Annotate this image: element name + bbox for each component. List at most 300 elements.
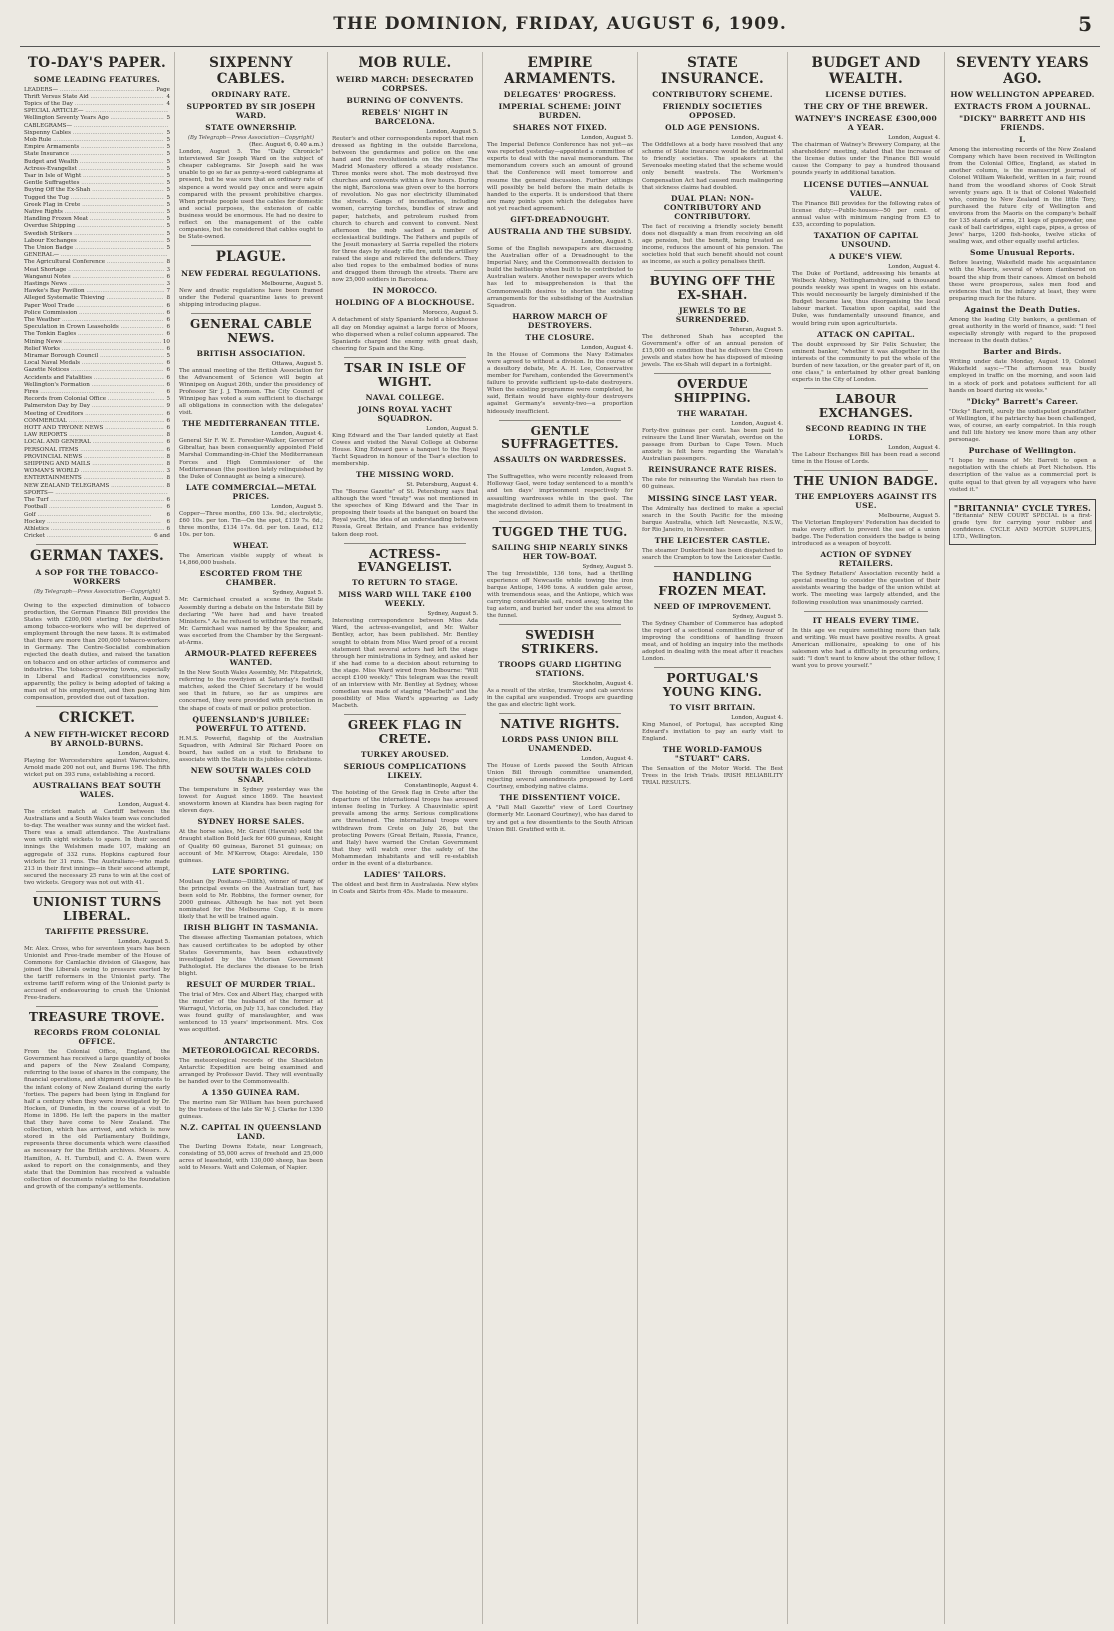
- toc-row: [24, 195, 170, 202]
- naval-college-subheading: NAVAL COLLEGE.: [365, 392, 445, 402]
- barter-subheading: Barter and Birds.: [983, 347, 1062, 357]
- convents-subheading: BURNING OF CONVENTS.: [346, 95, 464, 105]
- toc-page: 3: [166, 266, 170, 273]
- toc-page: 8: [166, 461, 170, 468]
- ladies-tailors-heading: LADIES' TAILORS.: [363, 870, 447, 880]
- toc-row: [24, 216, 170, 223]
- general-cable-heading: GENERAL CABLE NEWS.: [190, 317, 312, 345]
- toc-page: 5: [166, 129, 170, 136]
- contributory-subheading: CONTRIBUTORY SCHEME.: [652, 90, 773, 100]
- toc-page: 5: [166, 201, 170, 208]
- toc-page: 6: [166, 331, 170, 338]
- toc-entry: Local Naval Medals .....: [24, 360, 164, 367]
- page-number: 5: [1078, 12, 1092, 36]
- cycle-tyres-heading: "BRITANNIA" CYCLE TYRES.: [953, 502, 1092, 513]
- cold-snap-subheading: NEW SOUTH WALES COLD SNAP.: [190, 766, 312, 785]
- toc-row: [24, 115, 170, 122]
- native-rights-dateline: London, August 4.: [581, 755, 633, 762]
- armaments-body: The Imperial Defence Conference has not yet—as was reported yesterday—appointed a committee of experts to deal with the naval memorandum. The memorandum covers such an amount of ground that the Conference will meet tomorrow and resume the general discussion. Further sittings will possibly be held before the main details is handed to the experts. It is understood that there are many points upon which the delegates have not yet reached agreement.: [487, 142, 633, 212]
- taxation-subheading: TAXATION OF CAPITAL UNSOUND.: [813, 230, 919, 249]
- toc-entry: Meat Shortage .....: [24, 267, 164, 274]
- barter-body: Writing under date Monday, August 19, Colonel Wakefield says:—"The afternoon was busily employed in traffic on the morning, and soon laid in a stock of pork and potatoes sufficient for all hands on board during six weeks.": [949, 359, 1096, 394]
- miss-ward-subheading: MISS WARD WILL TAKE £100 WEEKLY.: [338, 590, 472, 609]
- toc-row: [24, 137, 170, 144]
- toc-page: 8: [166, 475, 170, 482]
- toc-page: 5: [166, 353, 170, 360]
- toc-page: 6: [166, 367, 170, 374]
- toc-page: 6: [166, 360, 170, 367]
- toc-row: [24, 411, 170, 418]
- toc-page: 7: [166, 288, 170, 295]
- union-badge-body: The Victorian Employers' Federation has decided to make every effort to prevent the use of a union badge. The Federation considers the badge is being introduced as a weapon of boycott.: [792, 519, 940, 548]
- toc-row: [24, 101, 170, 108]
- column-6: [788, 52, 945, 1624]
- watney-subheading: WATNEY'S INCREASE £300,000 A YEAR.: [795, 114, 937, 133]
- queensland-subheading: QUEENSLAND'S JUBILEE: POWERFUL TO ATTEND.: [192, 714, 310, 733]
- nz-capital-subheading: N.Z. CAPITAL IN QUEENSLAND LAND.: [180, 1123, 322, 1142]
- dual-plan-body: The fact of receiving a friendly society benefit does not disqualify a man from receiving an old age pension, but the benefit, being treated as income, reduces the amount of his pension. The societies hold that such benefit should not count as income, as such a policy penalises thrift.: [642, 223, 783, 266]
- budget-body: The chairman of Watney's Brewery Company, at the shareholders' meeting, stated that the increase of the license duties under the Finance Bill would cause the Company to pay a hundred thousand pounds yearly in additional taxation.: [792, 142, 940, 177]
- toc-page: 5: [166, 151, 170, 158]
- murder-trial-subheading: RESULT OF MURDER TRIAL.: [186, 979, 316, 989]
- toc-row: [24, 123, 170, 130]
- sixpenny-cables-heading: SIXPENNY CABLES.: [209, 55, 293, 87]
- attack-capital-body: The doubt expressed by Sir Felix Schuster, the eminent banker, "whether it was altogether in the interests of the community to put the whole of the burden of new taxation, or the greater part of it, on one class," is entertained by other great banking experts in the City of London.: [792, 341, 940, 384]
- toc-row: [24, 447, 170, 454]
- toc-entry: Empire Armaments .....: [24, 144, 164, 151]
- australians-body: The cricket match at Cardiff between the Australians and a South Wales team was concluded to-day. The weather was sunny and the wicket fast. There was a small attendance. The Australians won with eight wickets to spare. In their second innings the Welshmen made 107, making an aggregate of 332 runs. Hopkins captured four wickets for 31 runs. The Australians—who made 213 in their first innings—in their second attempt, secured the necessary 25 runs to win at the cost of two wickets. Gregory was not out with 41.: [24, 808, 170, 886]
- labour-body: The Labour Exchanges Bill has been read a second time in the House of Lords.: [792, 451, 940, 465]
- german-taxes-dateline: Berlin, August 5.: [122, 595, 170, 602]
- toc-entry: Hawke's Bay Pavilion .....: [24, 288, 164, 295]
- toc-entry: The Turf .....: [24, 497, 164, 504]
- toc-entry: Buying Off the Ex-Shah .....: [24, 187, 164, 194]
- ram-body: The merino ram Sir William has been purchased by the trustees of the late Sir W. J. Clarke for 1350 guineas.: [179, 1099, 323, 1121]
- toc-page: 5: [166, 208, 170, 215]
- toc-row: [24, 151, 170, 158]
- toc-entry: Wellington Seventy Years Ago .....: [24, 115, 164, 122]
- ram-subheading: A 1350 GUINEA RAM.: [202, 1087, 300, 1097]
- cricket-subheading: A NEW FIFTH-WICKET RECORD BY ARNOLD-BURNS.: [24, 729, 170, 748]
- barrett-career-subheading: "Dicky" Barrett's Career.: [966, 396, 1079, 406]
- plague-subheading: NEW FEDERAL REGULATIONS.: [181, 268, 321, 278]
- german-taxes-heading: GERMAN TAXES.: [30, 548, 164, 565]
- toc-entry: CABLEGRAMS— .....: [24, 123, 168, 130]
- part-number: I.: [1019, 135, 1026, 145]
- mob-rule-heading: MOB RULE.: [358, 55, 452, 71]
- toc-entry: HOTT AND TRYONE NEWS .....: [24, 425, 164, 432]
- toc-page: 6: [166, 309, 170, 316]
- toc-page: 6: [166, 425, 170, 432]
- toc-entry: LAW REPORTS .....: [24, 432, 164, 439]
- ex-shah-heading: BUYING OFF THE EX-SHAH.: [649, 274, 776, 303]
- toc-entry: The Agricultural Conference .....: [24, 259, 164, 266]
- jewels-subheading: JEWELS TO BE SURRENDERED.: [675, 305, 750, 324]
- seventy-years-heading: SEVENTY YEARS AGO.: [956, 55, 1089, 87]
- unusual-reports-subheading: Some Unusual Reports.: [970, 248, 1075, 258]
- greek-flag-heading: GREEK FLAG IN CRETE.: [347, 718, 463, 747]
- toc-page: 4: [166, 93, 170, 100]
- ex-shah-dateline: Teheran, August 5.: [729, 326, 783, 333]
- toc-entry: Miramar Borough Council .....: [24, 353, 164, 360]
- toc-entry: Gentle Suffragettes .....: [24, 180, 164, 187]
- toc-entry: COMMERCIAL .....: [24, 418, 164, 425]
- column-3: [328, 52, 483, 1624]
- purchase-body: "I hope by means of Mr. Barrett to open a negotiation with the chiefs at Port Nicholson. His description of the value as a commercial port is quite equal to that given by all voyagers who have visited it.": [949, 458, 1096, 493]
- turkey-aroused-subheading: TURKEY AROUSED.: [360, 750, 450, 760]
- column-4: [483, 52, 638, 1624]
- toc-row: [24, 281, 170, 288]
- toc-entry: Sixpenny Cables .....: [24, 130, 164, 137]
- empire-armaments-heading: EMPIRE ARMAMENTS.: [504, 55, 616, 87]
- toc-page: 5: [166, 194, 170, 201]
- swedish-body: As a result of the strike, tramway and cab services in the capital are suspended. Troops are guarding the gas and electric light work.: [487, 687, 633, 709]
- toc-row: [24, 245, 170, 252]
- toc-entry: Speculation in Crown Leaseholds .....: [24, 324, 164, 331]
- toc-row: [24, 497, 170, 504]
- toc-row: [24, 130, 170, 137]
- tugged-dateline: Sydney, August 5.: [582, 563, 633, 570]
- seventy-years-body: Among the interesting records of the New Zealand Company which have been received in Wellington from the Colonial Office, England, as stated in another column, is the manuscript journal of Colonel William Wakefield, written in a fair, round hand from the woodland shores of Cook Strait seventy years ago. It is that of Colonel Wakefield who, coming to New Zealand in the little Tory, purchased the future city of Wellington and environs from the Maoris on the company's behalf for 135 stands of arms, 21 kegs of gunpowder, one cask of ball cartridges, eight caps, pipes, a gross of Jews' harps, 1200 fish-hooks, twelve sticks of sealing wax, and other equally useful articles.: [949, 147, 1096, 246]
- toc-row: [24, 223, 170, 230]
- toc-row: [24, 238, 170, 245]
- dukes-view-subheading: A DUKE'S VIEW.: [829, 251, 903, 261]
- toc-row: [24, 504, 170, 511]
- stuart-cars-subheading: THE WORLD-FAMOUS "STUART" CARS.: [662, 745, 763, 764]
- toc-page: 5: [166, 115, 170, 122]
- toc-row: [24, 353, 170, 360]
- annual-value-body: The Finance Bill provides for the following rates of license duty:—Public-houses—50 per cent. of annual value with minimum ranging from £5 to £35, according to population.: [792, 200, 940, 228]
- toc-row: [24, 159, 170, 166]
- leicester-subheading: THE LEICESTER CASTLE.: [654, 535, 771, 545]
- toc-page: [168, 123, 170, 130]
- ladies-tailors-body: The oldest and best firm in Australasia. New styles in Coats and Skirts from 45s. Made to measure.: [332, 882, 478, 896]
- toc-page: 6: [166, 324, 170, 331]
- budget-heading: BUDGET AND WEALTH.: [811, 55, 921, 87]
- toc-entry: Overdue Shipping .....: [24, 223, 164, 230]
- newspaper-title: THE DOMINION, FRIDAY, AUGUST 6, 1909.: [333, 14, 787, 34]
- toc-entry: Records from Colonial Office .....: [24, 396, 164, 403]
- actress-body: Interesting correspondence between Miss Ada Ward, the actress-evangelist, and Mr. Walter Bentley, actor, has been published. Mr. Bentley sought to obtain from Miss Ward proof of a recent statement that several actors had left the stage through her ministrations in Sydney, and asked her if she had come to a decision about returning to the stage. Miss Ward wired from Melbourne: "Will accept £100 weekly." This telegram was the result of an interview with Mr. Bentley at Sydney, whose comedian was made of staging "Macbeth" and the possibility of Miss Ward's appearing as Lady Macbeth.: [332, 618, 478, 710]
- toc-entry: The Tonkin Eagles .....: [24, 331, 164, 338]
- retailers-subheading: ACTION OF SYDNEY RETAILERS.: [820, 550, 912, 569]
- horse-sales-subheading: SYDNEY HORSE SALES.: [197, 817, 305, 827]
- brewer-subheading: THE CRY OF THE BREWER.: [803, 102, 929, 112]
- toc-row: [24, 461, 170, 468]
- tsar-dateline: London, August 5.: [426, 425, 478, 432]
- toc-page: [168, 490, 170, 497]
- attack-capital-subheading: ATTACK ON CAPITAL.: [816, 329, 916, 339]
- ordinary-rate-subheading: ORDINARY RATE.: [211, 90, 291, 100]
- australians-subheading: AUSTRALIANS BEAT SOUTH WALES.: [32, 780, 162, 799]
- toc-row: [24, 418, 170, 425]
- leading-features-subheading: SOME LEADING FEATURES.: [33, 74, 161, 84]
- blockhouse-subheading: HOLDING OF A BLOCKHOUSE.: [335, 298, 475, 308]
- ex-shah-body: The dethroned Shah has accepted the Government's offer of an annual pension of £15,000 on condition that he delivers the Crown jewels and states how he has disposed of missing jewels. The ex-Shah will depart in a fortnight.: [642, 333, 783, 369]
- table-of-contents: [24, 87, 170, 541]
- toc-row: [24, 468, 170, 475]
- toc-page: 8: [166, 432, 170, 439]
- unionist-dateline: London, August 5.: [118, 938, 170, 945]
- irish-blight-body: The disease affecting Tasmanian potatoes, which has caused certificates to be adopted by other States Governments, has been exhaustively investigated by the Victorian Government Pathologist. He declares the disease to be Irish blight.: [179, 935, 323, 977]
- cricket-heading: CRICKET.: [58, 710, 136, 727]
- retailers-body: The Sydney Retailers' Association recently held a special meeting to consider the question of their assistants wearing the badge of the union whilst at work. The meeting was largely attended, and the following resolution was unanimously carried.: [792, 571, 940, 606]
- column-1: [20, 52, 175, 1624]
- return-stage-subheading: TO RETURN TO STAGE.: [351, 578, 459, 588]
- mob-rule-dateline: London, August 5.: [426, 128, 478, 135]
- old-age-subheading: OLD AGE PENSIONS.: [665, 123, 760, 133]
- waratah-body: Forty-five guineas per cent. has been paid to reinsure the Lund liner Waratah, overdue on the passage from Durban to Cape Town. Much anxiety is felt here regarding the Waratah's Australian passengers.: [642, 427, 783, 463]
- overdue-heading: OVERDUE SHIPPING.: [674, 377, 751, 406]
- toc-page: 9: [166, 403, 170, 410]
- toc-page: 6: [166, 317, 170, 324]
- toc-entry: State Insurance .....: [24, 151, 164, 158]
- toc-row: [24, 259, 170, 266]
- column-7: [945, 52, 1100, 1624]
- wheat-subheading: WHEAT.: [233, 541, 269, 551]
- mediterranean-dateline: London, August 4.: [271, 431, 323, 438]
- morocco-body: A detachment of sixty Spaniards held a blockhouse all day on Monday against a large force of Moors, who dispersed when a relief column appeared. The Spaniards charged the enemy with great dash, cheering for Spain and the King.: [332, 317, 478, 352]
- plague-body: New and drastic regulations have been framed under the Federal quarantine laws to prevent shipping introducing plague.: [179, 287, 323, 308]
- actress-dateline: Sydney, August 5.: [427, 611, 478, 618]
- toc-page: 5: [166, 180, 170, 187]
- toc-page: 5: [166, 165, 170, 172]
- toc-entry: Cricket .....: [24, 533, 152, 540]
- toc-row: [24, 519, 170, 526]
- toc-page: 3: [166, 281, 170, 287]
- unusual-reports-body: Before leaving, Wakefield made his acquaintance with the Maoris, several of whom clambered on board the ship from their canoes. Almost on behold these were prosperous, sales men food and evidences that in the infancy at least, they were preparing much for the future.: [949, 260, 1096, 302]
- antarctic-body: The meteorological records of the Shackleton Antarctic Expedition are being examined and arranged by Professor David. They will eventually be handed over to the Commonwealth.: [179, 1057, 323, 1085]
- toc-page: 6: [166, 374, 170, 381]
- toc-page: 5: [166, 396, 170, 403]
- toc-row: [24, 490, 170, 497]
- toc-entry: The Weather .....: [24, 317, 164, 324]
- barrett-career-body: "Dicky" Barrett, surely the undisputed grandfather of Wellington, if he patriarchy has been challenged, was, of course, an early compatriot. In this rough and full life history we know more than any other personage.: [949, 408, 1096, 444]
- visit-britain-subheading: TO VISIT BRITAIN.: [669, 702, 756, 712]
- toc-entry: Budget and Wealth .....: [24, 159, 164, 166]
- insurance-dateline: London, August 4.: [731, 135, 783, 142]
- toc-row: [24, 396, 170, 403]
- toc-entry: Fires .....: [24, 389, 164, 396]
- toc-entry: NEW ZEALAND TELEGRAMS .....: [24, 483, 164, 490]
- supported-subheading: SUPPORTED BY SIR JOSEPH WARD.: [186, 102, 316, 121]
- stuart-cars-body: The Sensation of the Motor World. The Best Trees in the Irish Trials. IRISH RELIABILITY TRIAL RESULTS.: [642, 766, 783, 787]
- toc-row: [24, 432, 170, 439]
- frozen-meat-dateline: Sydney, August 5.: [732, 613, 783, 620]
- treasure-trove-subheading: RECORDS FROM COLONIAL OFFICE.: [33, 1028, 161, 1047]
- toc-entry: PROVINCIAL NEWS .....: [24, 454, 164, 461]
- toc-page: 5: [166, 216, 170, 223]
- waratah-dateline: London, August 4.: [731, 420, 783, 427]
- armour-body: In the New South Wales Assembly, Mr. Fitzpatrick, referring to the rowdyism at Saturday's football matches, asked the Chief Secretary if he would see that in future, so far as umpires are concerned, they were provided with protection in the shape of coats of mail or police protection.: [179, 670, 323, 712]
- cables-body: London, August 5. The "Daily Chronicle" interviewed Sir Joseph Ward on the subject of cheaper cablegrams. Sir Joseph said he was unable to go so far as penny-a-word cablegrams at present, but he was sure that an ordinary rate of sixpence a word would pay once and were again compared with the present prohibitive charges. When private people used the cables for domestic and social purposes, the extension of cable business would be enormous. He had no desire to reflect on the management of the cable companies, but he considered that cables ought to be State-owned.: [179, 149, 323, 241]
- toc-page: 6: [166, 302, 170, 309]
- heals-body: In this age we require something more than talk and writing. We must have positive results. A great American millionaire, speaking to one of his salesmen who had a difficulty in procuring orders, said: "I don't want to know about the other fellow, I want you to prove yourself.": [792, 627, 940, 670]
- portugal-body: King Manoel, of Portugal, has accepted King Edward's invitation to pay an early visit to England.: [642, 721, 783, 743]
- toc-page: [168, 252, 170, 259]
- toc-row: [24, 382, 170, 389]
- toc-page: 5: [166, 237, 170, 244]
- column-5: [638, 52, 788, 1624]
- metal-prices-dateline: London, August 5.: [271, 503, 323, 510]
- license-duties-subheading: LICENSE DUTIES.: [825, 90, 907, 100]
- toc-entry: Greek Flag in Crete .....: [24, 202, 164, 209]
- toc-row: [24, 166, 170, 173]
- toc-entry: WOMAN'S WORLD .....: [24, 468, 164, 475]
- toc-entry: Labour Exchanges .....: [24, 238, 164, 245]
- armour-subheading: ARMOUR-PLATED REFEREES WANTED.: [184, 649, 318, 668]
- toc-entry: Handling Frozen Meat .....: [24, 216, 164, 223]
- greek-flag-dateline: Constantinople, August 4.: [404, 783, 478, 790]
- toc-entry: Hockey .....: [24, 519, 164, 526]
- toc-entry: SPORTS— .....: [24, 490, 168, 497]
- swedish-heading: SWEDISH STRIKERS.: [521, 628, 599, 657]
- escorted-dateline: Sydney, August 5.: [272, 590, 323, 597]
- toc-page: 5: [166, 187, 170, 194]
- actress-heading: ACTRESS-EVANGELIST.: [357, 546, 453, 575]
- toc-row: [24, 231, 170, 238]
- late-sporting-subheading: LATE SPORTING.: [212, 866, 290, 876]
- reinsurance-subheading: REINSURANCE RATE RISES.: [648, 465, 777, 475]
- suffragettes-body: The Suffragettes, who were recently released from Holloway Gaol, were today sentenced to a month's and ten days' imprisonment respectively for assaulting wardresses while in the gaol. The magistrate declined to admit them to treatment in the second division.: [487, 474, 633, 516]
- german-taxes-subheading: A SOP FOR THE TOBACCO-WORKERS: [35, 567, 159, 586]
- toc-page: 5: [166, 136, 170, 143]
- morocco-dateline: Morocco, August 5.: [422, 310, 478, 317]
- toc-row: [24, 533, 170, 540]
- toc-row: [24, 202, 170, 209]
- annual-value-subheading: LICENSE DUTIES—ANNUAL VALUE.: [803, 179, 929, 198]
- toc-entry: Mining News .....: [24, 339, 161, 346]
- escorted-subheading: ESCORTED FROM THE CHAMBER.: [199, 569, 303, 588]
- toc-page: 5: [166, 230, 170, 237]
- tugged-body: The tug Irresistible, 136 tons, had a thrilling experience off Newcastle while towing the iron barque Antiope, 1496 tons. A sudden gale arose, with tremendous seas, and the Antiope, which was carrying considerable sail, raced away, towing the tug astern, and buried her under the sea almost to the funnel.: [487, 570, 633, 620]
- toc-row: [24, 339, 170, 346]
- toc-page: 8: [166, 453, 170, 460]
- troops-subheading: TROOPS GUARD LIGHTING STATIONS.: [498, 659, 622, 678]
- state-ownership-subheading: STATE OWNERSHIP.: [205, 123, 297, 133]
- wheat-body: The American visible supply of wheat is 14,866,000 bushels.: [179, 553, 323, 567]
- mediterranean-subheading: THE MEDITERRANEAN TITLE.: [182, 419, 320, 429]
- escorted-body: Mr. Carmichael created a scene in the State Assembly during a debate on the Interstate Bill by declaring "We have had and have treated Ministers." As he refused to withdraw the remark, Mr. Carmichael was named by the Speaker, and was escorted from the Chamber by the Sergeant-at-Arms.: [179, 597, 323, 646]
- toc-row: [24, 526, 170, 533]
- union-badge-dateline: Melbourne, August 5.: [878, 512, 940, 519]
- death-duties-body: Among the leading City bankers, a gentleman of great authority in the world of finance, said: "I feel especially strongly with regard to the proposed increase in the death duties.": [949, 316, 1096, 345]
- toc-entry: The Union Badge .....: [24, 245, 164, 252]
- toc-entry: Football .....: [24, 504, 164, 511]
- toc-entry: Actress-Evangelist .....: [24, 166, 164, 173]
- cycle-tyres-body: "Britannia" NEW COURT SPECIAL is a first-grade tyre for carrying your rubber and confidence. CYCLE AND MOTOR SUPPLIES, LTD., Wellington.: [953, 512, 1092, 540]
- toc-entry: Palmerston Day by Day .....: [24, 403, 164, 410]
- toc-entry: Swedish Strikers .....: [24, 231, 164, 238]
- mediterranean-body: General Sir F. W. E. Forestier-Walker, Governor of Gibraltar, has been consequently appointed Field Marshal Commanding-in-Chief the Mediterranean Forces and High Commissioner of the Mediterranean (the position lately relinquished by the Duke of Connaught as being a sinecure).: [179, 438, 323, 480]
- toc-row: [24, 108, 170, 115]
- toc-page: 4: [166, 100, 170, 107]
- cold-snap-body: The temperature in Sydney yesterday was the lowest for August since 1869. The heaviest snowstorm known at Kiandra has been raging for eleven days.: [179, 787, 323, 815]
- closure-subheading: THE CLOSURE.: [525, 332, 595, 342]
- shares-not-fixed-subheading: SHARES NOT FIXED.: [512, 123, 608, 133]
- friendly-societies-subheading: FRIENDLY SOCIETIES OPPOSED.: [662, 102, 763, 121]
- heals-subheading: IT HEALS EVERY TIME.: [812, 615, 920, 625]
- barcelona-subheading: REBELS' NIGHT IN BARCELONA.: [361, 107, 449, 126]
- toc-page: 6: [166, 381, 170, 388]
- yacht-squadron-subheading: JOINS ROYAL YACHT SQUADRON.: [357, 404, 453, 423]
- toc-entry: Meeting of Creditors .....: [24, 411, 164, 418]
- greek-flag-body: The hoisting of the Greek flag in Crete after the departure of the international troops has aroused intense feeling in Turkey. A Chauvinistic spirit prevails among the army. Serious complications are threatened. The international troops were withdrawn from Crete on July 26, but the protecting Powers (Great Britain, Russia, France, and Italy) have warned the Cretan Government that they will watch over the safety of the Mohammedan inhabitants and will re-establish order in the event of a disturbance.: [332, 790, 478, 868]
- toc-entry: Paper Wool Trade .....: [24, 303, 164, 310]
- british-association-body: The annual meeting of the British Association for the Advancement of Science will begin at Winnipeg on August 26th, under the presidency of Professor Sir J. J. Thomson. The City Council of Winnipeg has voted a sum sufficient to discharge all obligations in connection with the delegates' visit.: [179, 367, 323, 417]
- missing-word-body: The "Bourse Gazette" of St. Petersburg says that although the word "treaty" was not mentioned in the speeches of King Edward and the Tsar in proposing their toasts at the banquet on board the Royal yacht, the idea of an understanding between Russia, Great Britain, and France has evidently taken deep root.: [332, 489, 478, 538]
- toc-page: [168, 108, 170, 115]
- toc-row: [24, 483, 170, 490]
- australia-subsidy-subheading: AUSTRALIA AND THE SUBSIDY.: [488, 226, 632, 236]
- toc-page: 3: [166, 468, 170, 475]
- toc-page: 6: [166, 497, 170, 504]
- destroyers-dateline: London, August 4.: [581, 344, 633, 351]
- treasure-trove-body: From the Colonial Office, England, the Government has received a large quantity of books and papers of the New Zealand Company, referring to the issue of shares in the company, the financial operations, and shipment of emigrants to the infant colony of New Zealand during the early 'forties. The papers had been lying in England for half a century when they were investigated by Dr. Hocken, of Dunedin, in the course of a visit to Home in 1896. He left the papers in the matter that they have come to New Zealand. The collection, which has arrived, and which is now stored in the old Parliamentary Buildings, represents three documents which were classified as necessary for the British archives. Messrs. A. Hamilton, A. H. Turnbull, and C. A. Ewen were asked to report on the consignments, and they state that the Dominion has received a valuable collection of documents relating to the foundation and growth of the company's settlements.: [24, 1049, 170, 1190]
- delegates-subheading: DELEGATES' PROGRESS.: [503, 90, 617, 100]
- imperial-scheme-subheading: IMPERIAL SCHEME: JOINT BURDEN.: [498, 102, 622, 121]
- column-2: [175, 52, 328, 1624]
- cricket-body: Playing for Worcestershire against Warwickshire, Arnold made 200 not out, and Burns 196. The fifth wicket put on 393 runs, establishing a record.: [24, 757, 170, 778]
- irish-blight-subheading: IRISH BLIGHT IN TASMANIA.: [183, 923, 319, 933]
- toc-entry: Golf .....: [24, 512, 164, 519]
- plague-heading: PLAGUE.: [215, 249, 287, 266]
- toc-entry: GENERAL— .....: [24, 252, 168, 259]
- toc-row: [24, 403, 170, 410]
- cycle-tyres-advertisement: [949, 499, 1096, 545]
- reinsurance-body: The rate for reinsuring the Waratah has risen to 60 guineas.: [642, 477, 783, 491]
- frozen-meat-heading: HANDLING FROZEN MEAT.: [658, 570, 767, 598]
- second-reading-subheading: SECOND READING IN THE LORDS.: [805, 423, 927, 442]
- mob-rule-body: Reuter's and other correspondents report that men dressed as fighting in the outside Barcelona, between the gendarmes and police on the one hand and the revolutionists on the other. The Madrid Monastery offered a steady resistance. Three monks were shot. The mob destroyed five churches and convents within a few hours. During the night, Barcelona was given over to the horrors of revolution. No gas nor electricity illuminated the streets. Gangs of incendiaries, including women, carrying torches, bundles of straw and paper, hatchets, and petroleum rushed from church to church and convent to convent. Next afternoon the mob sacked a number of ecclesiastical buildings. The Fathers and pupils of the Jesuit monastery at Sarria repelled the rioters for three days by steady rifle fire, until the artillery raised the siege and relieved the defenders. They also tied ropes to the embalmed bodies of nuns and dragged them through the streets. There are now 25,000 soldiers in Barcelona.: [332, 135, 478, 284]
- toc-entry: Hastings News .....: [24, 281, 164, 288]
- toc-page: 5: [166, 144, 170, 151]
- toc-entry: Accidents and Fatalities .....: [24, 375, 164, 382]
- toc-entry: SHIPPING AND MAILS .....: [24, 461, 164, 468]
- todays-paper-heading: TO-DAY'S PAPER.: [27, 55, 167, 71]
- toc-entry: SPECIAL ARTICLE— .....: [24, 108, 168, 115]
- toc-page: 6: [166, 439, 170, 446]
- toc-page: 6: [166, 273, 170, 280]
- masthead: [20, 6, 1100, 47]
- toc-row: [24, 360, 170, 367]
- toc-row: [24, 94, 170, 101]
- toc-row: [24, 439, 170, 446]
- toc-page: 5: [166, 223, 170, 230]
- portugal-dateline: London, August 4.: [731, 714, 783, 721]
- toc-row: [24, 295, 170, 302]
- union-badge-heading: THE UNION BADGE.: [793, 473, 939, 488]
- toc-row: [24, 317, 170, 324]
- toc-page: Page: [156, 86, 170, 93]
- toc-page: 6: [166, 389, 170, 396]
- leicester-body: The steamer Dunkerfield has been dispatched to search the Crampton to tow the Leicester Castle.: [642, 547, 783, 562]
- toc-row: [24, 367, 170, 374]
- toc-page: 6: [166, 504, 170, 511]
- metal-prices-subheading: LATE COMMERCIAL—METAL PRICES.: [185, 482, 317, 501]
- toc-entry: Mob Rule .....: [24, 137, 164, 144]
- toc-entry: ENTERTAINMENTS .....: [24, 475, 164, 482]
- toc-entry: Gazette Notices .....: [24, 367, 164, 374]
- toc-row: [24, 187, 170, 194]
- toc-row: [24, 252, 170, 259]
- toc-page: 6: [166, 417, 170, 424]
- toc-entry: Alleged Systematic Thieving .....: [24, 295, 164, 302]
- toc-row: [24, 425, 170, 432]
- dreadnought-body: Some of the English newspapers are discussing the Australian offer of a Dreadnought to the Imperial Navy, and the Commonwealth decision to build the battleship when built to be contributed to Australian waters. Another newspaper avers which has led to misapprehension is that the Commonwealth desires to shorten the existing arrangements for the subsidising of the Australian Squadron.: [487, 245, 633, 309]
- metal-prices-body: Copper—Three months, £60 13s. 9d.; electrolytic, £60 10s. per ton. Tin—On the spot, £139 7s. 6d.; three months, £134 17s. 6d. per ton. Lead, £12 10s. per ton.: [179, 510, 323, 539]
- missing-word-subheading: THE MISSING WORD.: [356, 470, 454, 480]
